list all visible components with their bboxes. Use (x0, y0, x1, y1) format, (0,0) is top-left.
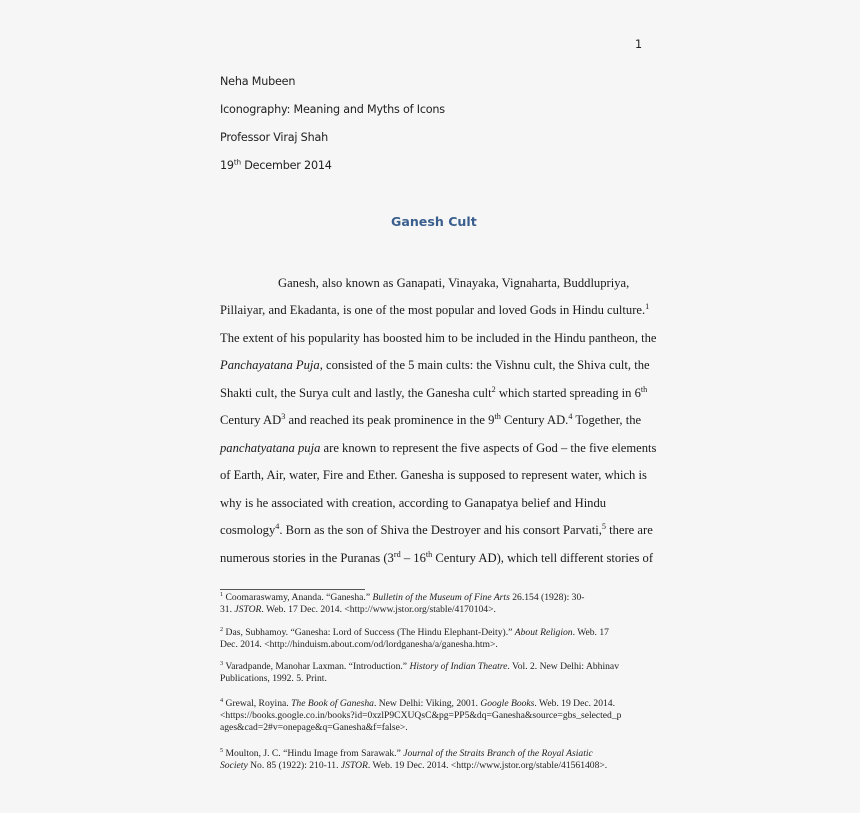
footnote-ref: 5 (220, 746, 224, 754)
text-run: Moulton, J. C. “Hindu Image from Sarawak.” (223, 748, 404, 759)
body-line (220, 413, 641, 428)
text-run: Bulletin of the Museum of Fine Arts (372, 592, 510, 603)
body-line (220, 468, 647, 483)
text-run: why is he associated with creation, according to Ganapatya belief and Hindu (220, 496, 607, 510)
text-run: 26.154 (1928): 30- (509, 592, 585, 603)
text-run: Century AD), which tell different stories of (432, 551, 654, 565)
date-rest: December 2014 (240, 159, 332, 172)
text-run: . Web. 17 Dec. 2014. <http://www.jstor.org/stable/4170104>. (261, 604, 496, 615)
footnote-line (220, 639, 498, 650)
text-run: and reached its peak prominence in the 9 (285, 413, 495, 427)
text-run: 31. (220, 604, 235, 615)
body-line (220, 303, 649, 318)
footnote-line (220, 748, 593, 759)
footnote-ref: 5 (601, 521, 606, 531)
course-name: Iconography: Meaning and Myths of Icons (220, 103, 445, 116)
text-run: The Book of Ganesha (291, 698, 374, 709)
footnote-line (220, 604, 496, 615)
text-run: Varadpande, Manohar Laxman. “Introduction.” (223, 661, 410, 672)
text-run: History of Indian Theatre (409, 661, 508, 672)
document-title: Ganesh Cult (391, 214, 477, 229)
date-suffix: th (233, 157, 241, 167)
footnote-line (220, 698, 615, 709)
text-run: JSTOR (340, 760, 368, 771)
footnote-ref: 2 (220, 625, 224, 633)
text-run: . Vol. 2. New Delhi: Abhinav (507, 661, 619, 672)
footnote-ref: th (425, 549, 433, 559)
body-line (220, 523, 653, 538)
date-day: 19 (220, 159, 234, 172)
author-name: Neha Mubeen (220, 75, 296, 88)
text-run: Pillaiyar, and Ekadanta, is one of the most popular and loved Gods in Hindu culture. (220, 303, 646, 317)
footnote-ref: 4 (220, 696, 224, 704)
text-run: Century AD. (500, 413, 569, 427)
text-run: Journal of the Straits Branch of the Royal Asiatic (403, 748, 593, 759)
body-line (220, 496, 606, 511)
text-run: there are (605, 523, 653, 537)
text-run: are known to represent the five aspects of God – the five elements (320, 441, 657, 455)
text-run: Google Books (480, 698, 535, 709)
professor-name: Professor Viraj Shah (220, 131, 328, 144)
footnote-ref: 2 (491, 384, 496, 394)
text-run: Century AD (220, 413, 282, 427)
footnote-line (220, 722, 408, 733)
text-run: numerous stories in the Puranas (3 (220, 551, 394, 565)
text-run: Publications, 1992. 5. Print. (220, 673, 327, 684)
text-run: . New Delhi: Viking, 2001. (373, 698, 481, 709)
footnote-ref: 4 (568, 411, 573, 421)
footnote-line (220, 760, 607, 771)
footnote-line (220, 710, 621, 721)
footnote-ref: 3 (281, 411, 286, 421)
text-run: Society (220, 760, 248, 771)
footnote-line (220, 661, 619, 672)
footnote-ref: 1 (645, 301, 650, 311)
text-run: Dec. 2014. <http://hinduism.about.com/od/lordganesha/a/ganesha.htm>. (220, 639, 498, 650)
body-line (220, 331, 657, 346)
body-line (220, 386, 647, 401)
text-run: Ganesh, also known as Ganapati, Vinayaka, Vignaharta, Buddlupriya, (278, 276, 630, 290)
text-run: which started spreading in 6 (495, 386, 641, 400)
text-run: , consisted of the 5 main cults: the Vishnu cult, the Shiva cult, the (319, 358, 650, 372)
footnote-ref: 3 (220, 659, 224, 667)
footnote-ref: 1 (220, 590, 224, 598)
text-run: Shakti cult, the Surya cult and lastly, the Ganesha cult (220, 386, 492, 400)
text-run: panchatyatana puja (220, 441, 321, 455)
footnote-line (220, 592, 584, 603)
text-run: . Web. 19 Dec. 2014. <http://www.jstor.org/stable/41561408>. (367, 760, 608, 771)
text-run: ages&cad=2#v=onepage&q=Ganesha&f=false>. (220, 722, 408, 733)
text-run: No. 85 (1922): 210-11. (247, 760, 341, 771)
body-line (220, 358, 650, 373)
text-run: <https://books.google.co.in/books?id=0xzlP9CXUQsC&pg=PP5&dq=Ganesha&source=gbs_selected_p (220, 710, 622, 721)
text-run: JSTOR (234, 604, 262, 615)
text-run: The extent of his popularity has boosted him to be included in the Hindu pantheon, the (220, 331, 657, 345)
text-run: . Born as the son of Shiva the Destroyer and his consort Parvati, (279, 523, 602, 537)
footnote-ref: th (640, 384, 648, 394)
body-line (278, 276, 629, 291)
text-run: Panchayatana Puja (220, 358, 320, 372)
text-run: Coomaraswamy, Ananda. “Ganesha.” (223, 592, 373, 603)
body-line (220, 441, 656, 456)
submission-date (220, 159, 332, 172)
footnote-separator (220, 589, 365, 590)
footnote-ref: rd (393, 549, 401, 559)
text-run: Das, Subhamoy. “Ganesha: Lord of Success (The Hindu Elephant-Deity).” (223, 627, 515, 638)
page-number: 1 (635, 38, 642, 51)
text-run: Together, the (572, 413, 642, 427)
text-run: . Web. 17 (572, 627, 609, 638)
footnote-line (220, 673, 327, 684)
footnote-line (220, 627, 609, 638)
footnote-ref: 4 (275, 521, 280, 531)
text-run: . Web. 19 Dec. 2014. (534, 698, 616, 709)
text-run: cosmology (220, 523, 276, 537)
text-run: – 16 (400, 551, 426, 565)
text-run: of Earth, Air, water, Fire and Ether. Ganesha is supposed to represent water, which is (220, 468, 647, 482)
body-line (220, 551, 653, 566)
text-run: About Religion (514, 627, 573, 638)
text-run: Grewal, Royina. (223, 698, 292, 709)
footnote-ref: th (494, 411, 501, 421)
